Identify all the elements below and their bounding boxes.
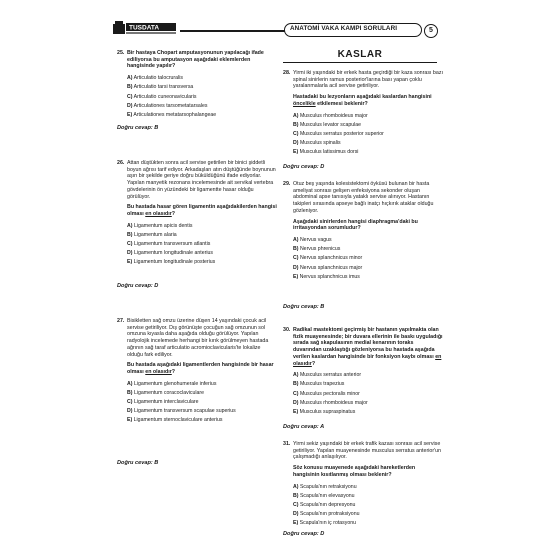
option-text: Articulationes tarsometatarsales xyxy=(133,102,208,109)
option-letter: A) xyxy=(293,112,299,119)
answer-option xyxy=(127,416,277,425)
option-text: Musculus rhomboideus major xyxy=(299,399,368,406)
option-text: Ligamentum transversum scapulae superius xyxy=(133,408,236,415)
answer-option xyxy=(127,231,277,240)
option-letter: A) xyxy=(127,75,133,82)
option-text: Ligamentum interclaviculare xyxy=(133,399,199,406)
option-text: Articulationes metatarsophalangeae xyxy=(133,111,217,118)
prompt-text: Söz konusu muayenede aşağıdaki hareketlerden hangisinin kısıtlanmış olması beklenir? xyxy=(293,465,416,478)
prompt-text-end: etkilemesi beklenir? xyxy=(315,100,368,107)
option-text: Musculus spinalis xyxy=(299,140,341,147)
answer-option xyxy=(293,273,443,282)
option-text: Nervus splanchnicus imus xyxy=(299,273,360,280)
answer-option xyxy=(293,371,443,380)
option-list xyxy=(293,112,443,158)
option-letter: B) xyxy=(293,492,299,499)
separator xyxy=(117,150,277,151)
option-text: Ligamentum sternoclaviculare anterius xyxy=(133,417,223,424)
answer-option xyxy=(293,399,443,408)
answer-option xyxy=(293,501,443,510)
answer-label: Doğru cevap: B xyxy=(283,304,325,310)
option-text: Musculus latissimus dorsi xyxy=(299,149,359,156)
option-text: Musculus serratus anterior xyxy=(299,372,362,379)
option-text: Nervus phrenicus xyxy=(299,246,341,253)
option-text: Scapula'nın retraksiyonu xyxy=(299,483,357,490)
option-letter: D) xyxy=(293,264,299,271)
option-letter: A) xyxy=(293,372,299,379)
answer-option xyxy=(293,254,443,263)
option-letter: B) xyxy=(293,381,299,388)
answer-label: Doğru cevap: B xyxy=(117,460,159,466)
option-text: Musculus trapezius xyxy=(299,381,345,388)
answer-option xyxy=(293,121,443,130)
tusdata-logo xyxy=(112,19,178,36)
answer-option xyxy=(127,240,277,249)
option-letter: B) xyxy=(293,121,299,128)
option-text: Musculus serratus posterior superior xyxy=(299,130,384,137)
answer-label: Doğru cevap: A xyxy=(283,424,325,430)
question-number: 25. xyxy=(117,50,125,56)
option-letter: E) xyxy=(293,409,299,416)
prompt-text-end: ? xyxy=(171,210,176,217)
option-letter: D) xyxy=(293,511,299,518)
option-letter: D) xyxy=(293,140,299,147)
question xyxy=(283,327,443,417)
header-title: ANATOMİ VAKA KAMPI SORULARI xyxy=(290,25,398,32)
option-text: Scapula'nın elevasyonu xyxy=(299,492,355,499)
option-text: Ligamentum glenohumerale inferius xyxy=(133,380,217,387)
option-text: Musculus rhomboideus major xyxy=(299,112,368,119)
question-stem-text: Radikal mastektomi geçirmiş bir hastanın yapılmakta olan fizik muayenesinde; bir duvara ellerinin ile baskı uyguladığı sırada sağ skapulasının medial kenarının toraks duvarından uzaklaştığı gözleniyorsa bu hastada aşağıda verilen kaslardan hangisinde bir fonksiyon kaybı olması xyxy=(293,327,443,360)
answer-option xyxy=(127,398,277,407)
option-text: Articulatio cuneonavicularis xyxy=(133,93,197,100)
section-title: KASLAR xyxy=(337,49,383,60)
answer-option xyxy=(127,249,277,258)
answer-option xyxy=(293,112,443,121)
question-number: 30. xyxy=(283,327,291,333)
section-rule xyxy=(283,62,437,63)
option-list xyxy=(127,380,277,426)
answer-option xyxy=(293,130,443,139)
answer-option xyxy=(293,390,443,399)
option-text: Ligamentum longitudinale anterius xyxy=(133,250,213,257)
question-prompt xyxy=(127,204,277,217)
question-prompt xyxy=(293,219,443,232)
question-stem-text: Bisikletten sağ omzu üzerine düşen 14 yaşındaki çocuk acil servise getiriliyor. Dış görünüşte çocuğun sağ omzunun sol omzuna kıyasla daha aşağıda olduğu görülüyor. Yapılan radyolojik incelemede herhangi bir kırık görülmeyen hastada ağrının sağ taraf articulatio acromioclavicularis'te lokalize olduğu fark ediliyor. xyxy=(127,318,269,358)
option-text: Musculus supraspinatus xyxy=(299,409,356,416)
answer-option xyxy=(127,93,277,102)
option-list xyxy=(127,222,277,268)
option-text: Musculus levator scapulae xyxy=(299,121,362,128)
question-stem xyxy=(293,181,443,215)
question-prompt xyxy=(127,362,277,375)
answer-option xyxy=(127,407,277,416)
option-letter: D) xyxy=(127,408,133,415)
option-text: Articulatio tarsi transversa xyxy=(133,84,194,91)
question-stem xyxy=(127,318,277,358)
question xyxy=(283,441,443,529)
option-letter: B) xyxy=(293,246,299,253)
option-text: Ligamentum alaria xyxy=(133,231,177,238)
prompt-text-end: ? xyxy=(171,368,176,375)
answer-option xyxy=(127,111,277,120)
option-letter: C) xyxy=(293,390,299,397)
option-letter: D) xyxy=(127,102,133,109)
question-stem-text: Otuz beş yaşında kolesistektomi öyküsü bulunan bir hasta ameliyat sonrası gelişen enfeksiyona sekonder oluşan abdominal apse tanısıyla yataklı servise alınıyor. Hastanın takipleri sırasında apseye bağlı inatçı hıçkırık ataklar olduğu gözleniyor. xyxy=(293,181,434,214)
option-letter: A) xyxy=(127,222,133,229)
answer-option xyxy=(127,83,277,92)
answer-option xyxy=(293,245,443,254)
answer-option xyxy=(293,492,443,501)
answer-option xyxy=(293,264,443,273)
question-stem xyxy=(127,160,277,200)
question xyxy=(283,181,443,282)
option-letter: C) xyxy=(293,255,299,262)
option-letter: C) xyxy=(293,130,299,137)
question-prompt xyxy=(293,94,443,107)
prompt-text-end: ? xyxy=(311,360,316,367)
option-text: Ligamentum apicis dentis xyxy=(133,222,193,229)
option-letter: C) xyxy=(127,93,133,100)
prompt-emphasis: en olasıdır xyxy=(145,368,172,375)
answer-option xyxy=(293,148,443,157)
option-text: Scapula'nın depresyonu xyxy=(299,501,356,508)
question-stem xyxy=(293,327,443,367)
option-text: Nervus splanchnicus minor xyxy=(299,255,363,262)
option-letter: B) xyxy=(127,389,133,396)
question-number: 29. xyxy=(283,181,291,187)
question-number: 28. xyxy=(283,70,291,76)
question-number: 27. xyxy=(117,318,125,324)
option-letter: D) xyxy=(127,250,133,257)
question xyxy=(117,50,277,120)
prompt-emphasis: en olasıdır xyxy=(145,210,172,217)
question xyxy=(117,160,277,268)
option-text: Musculus pectoralis minor xyxy=(299,390,360,397)
question-stem xyxy=(293,441,443,461)
answer-option xyxy=(293,483,443,492)
prompt-text: Hastadaki bu lezyonların aşağıdaki kaslardan hangisini xyxy=(293,94,432,101)
prompt-text: Bu hastada aşağıdaki ligamentlerden hangisinde bir hasar olması xyxy=(127,362,274,375)
answer-option xyxy=(127,389,277,398)
option-letter: E) xyxy=(293,149,299,156)
question-stem-text: Attan düştükten sonra acil servise getirilen bir binici şiddetli boyun ağrısı tarif ediyor. Arkadaşları atın düştüğünde boynunun aşırı bir şekilde geriye doğru büküldüğünü ifade ediyorlar. Yapılan manyetik rezonans incelemesinde ait servikal vertebra gövdelerinin ön yüzündeki bir ligamentte hasar olduğu görülüyor. xyxy=(127,160,276,200)
question xyxy=(283,70,443,158)
answer-option xyxy=(293,510,443,519)
option-letter: E) xyxy=(293,273,299,280)
prompt-emphasis: en olasıdır xyxy=(293,353,442,367)
question-stem-text: Bir hastaya Chopart amputasyonunun yapılacağı ifade ediliyorsa bu amputasyon aşağıdaki eklemlerden hangisinde yapılır? xyxy=(127,50,264,70)
answer-option xyxy=(293,236,443,245)
question xyxy=(117,318,277,426)
option-letter: B) xyxy=(127,231,133,238)
answer-label: Doğru cevap: D xyxy=(283,164,325,170)
question-number: 26. xyxy=(117,160,125,166)
question-stem xyxy=(293,70,443,90)
option-letter: E) xyxy=(127,417,133,424)
option-list xyxy=(127,74,277,120)
answer-label: Doğru cevap: D xyxy=(283,531,325,537)
option-list xyxy=(293,483,443,529)
answer-label: Doğru cevap: B xyxy=(117,125,159,131)
option-text: Nervus vagus xyxy=(299,236,332,243)
option-letter: C) xyxy=(127,241,133,248)
question-stem xyxy=(127,50,277,70)
option-letter: B) xyxy=(127,84,133,91)
answer-option xyxy=(293,519,443,528)
question-stem-text: Yirmi iki yaşındaki bir erkek hasta geçirdiği bir kaza sonrası bazı spinal sinirlerin ramus posterior'larına bası yapan çoklu yaralanmalarla acil servise getiriliyor. xyxy=(293,70,443,90)
question-number: 31. xyxy=(283,441,291,447)
answer-option xyxy=(127,222,277,231)
answer-option xyxy=(293,380,443,389)
answer-option xyxy=(127,74,277,83)
option-list xyxy=(293,236,443,282)
answer-option xyxy=(127,258,277,267)
option-text: Ligamentum longitudinale posterius xyxy=(133,259,216,266)
option-text: Articulatio talocruralis xyxy=(133,75,183,82)
option-text: Nervus splanchnicus major xyxy=(299,264,363,271)
option-letter: E) xyxy=(127,111,133,118)
question-prompt xyxy=(293,465,443,478)
prompt-text: Bu hastada hasar gören ligamentin aşağıdakilerden hangisi olması xyxy=(127,204,277,217)
answer-option xyxy=(127,102,277,111)
option-text: Scapula'nın iç rotasyonu xyxy=(299,520,356,527)
answer-option xyxy=(127,380,277,389)
svg-text:TUSDATA: TUSDATA xyxy=(129,24,160,32)
option-list xyxy=(293,371,443,417)
option-text: Ligamentum coracoclaviculare xyxy=(133,389,205,396)
option-letter: C) xyxy=(293,501,299,508)
option-text: Scapula'nın protraksiyonu xyxy=(299,511,360,518)
option-text: Ligamentum transversum atlantis xyxy=(133,241,211,248)
option-letter: D) xyxy=(293,399,299,406)
answer-option xyxy=(293,408,443,417)
prompt-emphasis: öncelikle xyxy=(293,100,316,107)
option-letter: A) xyxy=(127,380,133,387)
option-letter: E) xyxy=(293,520,299,527)
option-letter: A) xyxy=(293,483,299,490)
answer-label: Doğru cevap: D xyxy=(117,283,159,289)
question-stem-text: Yirmi sekiz yaşındaki bir erkek trafik kazası sonrası acil servise getiriliyor. Yapılan muayenesinde musculus serratus anterior'un çalışmadığı anlaşılıyor. xyxy=(293,441,442,461)
answer-option xyxy=(293,139,443,148)
prompt-text: Aşağıdaki sinirlerden hangisi diaphragma'daki bu irritasyondan sorumludur? xyxy=(293,218,418,232)
option-letter: C) xyxy=(127,399,133,406)
page-number: 5 xyxy=(424,24,438,38)
option-letter: E) xyxy=(127,259,133,266)
option-letter: A) xyxy=(293,236,299,243)
